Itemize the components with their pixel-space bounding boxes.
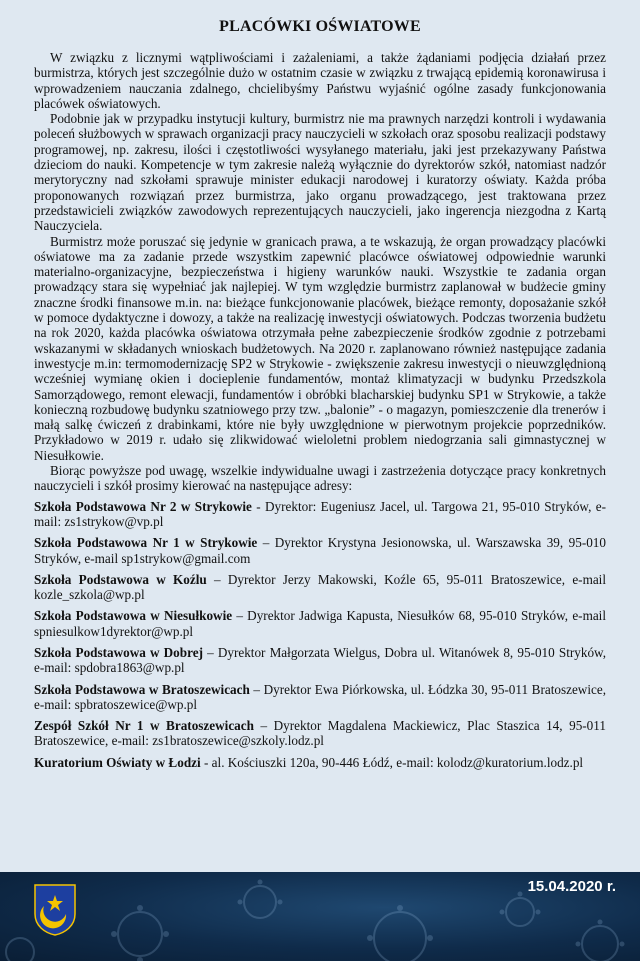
page-title: PLACÓWKI OŚWIATOWE bbox=[219, 18, 421, 35]
school-name: Szkoła Podstawowa w Dobrej bbox=[34, 644, 203, 660]
publication-date: 15.04.2020 r. bbox=[527, 878, 616, 895]
school-details: – Dyrektor Magdalena Mackiewicz, Plac Staszica 14, 95-011 Bratoszewice, e-mail: zs1bratoszewice@szkoly.lodz.pl bbox=[34, 718, 606, 749]
footer-banner bbox=[0, 872, 640, 961]
address-entry bbox=[34, 682, 606, 713]
address-entry bbox=[34, 535, 606, 566]
crescent-star-crest-icon bbox=[34, 884, 76, 936]
paragraph-2: Podobnie jak w przypadku instytucji kultury, burmistrz nie ma prawnych narzędzi kontroli i wydawania poleceń służbowych w sprawach organizacji pracy nauczycieli w szkołach oraz sposobu realizacji podstawy programowej, np. zakresu, ilości i częstotliwości wysyłanego materiału, jaki jest przekazywany Państwa dzieciom do nauki. Kompetencje w tym zakresie należą wyłącznie do dyrektorów szkół, natomiast nadzór merytoryczny nad szkołami sprawuje minister edukacji narodowej i kuratorzy oświaty. Każda próba proponowanych rozwiązań przez burmistrza, jako organu prowadzącego, jest traktowana przez przedstawicieli związków zawodowych reprezentujących nauczycieli, jako ingerencja niezgodna z Kartą Nauczyciela. bbox=[34, 111, 606, 234]
school-details: – Dyrektor Krystyna Jesionowska, ul. Warszawska 39, 95-010 Stryków, e-mail sp1strykow@gmail.com bbox=[34, 535, 606, 566]
school-name: Szkoła Podstawowa w Bratoszewicach bbox=[34, 681, 250, 697]
address-entry bbox=[34, 718, 606, 749]
address-list bbox=[34, 499, 606, 770]
address-entry bbox=[34, 645, 606, 676]
school-details: – Dyrektor Jerzy Makowski, Koźle 65, 95-011 Bratoszewice, e-mail kozle_szkola@wp.pl bbox=[34, 571, 607, 603]
school-name: Szkoła Podstawowa Nr 1 w Strykowie bbox=[34, 535, 258, 551]
address-entry bbox=[34, 608, 606, 639]
paragraph-1: W związku z licznymi wątpliwościami i zażaleniami, a także żądaniami podjęcia działań przez burmistrza, których jest szczególnie dużo w ostatnim czasie w związku z trwającą epidemią koronawirusa i wprowadzeniem nauczania zdalnego, chcielibyśmy Państwu wyjaśnić ogólne zasady funkcjonowania placówek oświatowych. bbox=[34, 50, 606, 111]
paragraph-3: Burmistrz może poruszać się jedynie w granicach prawa, a te wskazują, że organ prowadzący placówki oświatowe ma za zadanie przede wszystkim zapewnić placówce oświatowej odpowiednie warunki materialno-organizacyjne, bezpieczeństwa i higieny warunków nauki. Wszystkie te zadania organ prowadzący stara się wypełniać jak najlepiej. W tym względzie burmistrz zaplanował w budżecie gminy znaczne środki finansowe m.in. na: bieżące funkcjonowanie placówek, bieżące remonty, doposażanie szkół w pomoce dydaktyczne i dowozy, a także na realizację inwestycji oświatowych. Podczas tworzenia budżetu na rok 2020, każda placówka oświatowa otrzymała pełne zabezpieczenie środków zgodnie z potrzebami wskazanymi w składanych wnioskach budżetowych. Na 2020 r. zaplanowano również następujące zadania inwestycje m.in: termomodernizację SP2 w Strykowie - zwiększenie zakresu inwestycji o nieuwzględnioną wcześniej wymianę okien i docieplenie fundamentów, montaż klimatyzacji w budynku Przedszkola Samorządowego, remont elewacji, fundamentów i obróbki blacharskiej budynku SP1 w Strykowie, a także konieczną rozbudowę budynku szatniowego przy tzw. „balonie” - o magazyn, pomieszczenie dla trenerów i małą salkę ćwiczeń z drabinkami, które nie były uwzględnione w pierwotnym projekcie poprzedników. Przykładowo w 2019 r. udało się zlikwidować wieloletni problem niedogrzania sali gimnastycznej w Niesułkowie. bbox=[34, 233, 606, 463]
address-entry bbox=[34, 572, 606, 603]
school-name: Szkoła Podstawowa w Koźlu bbox=[34, 571, 207, 587]
school-details: - Dyrektor: Eugeniusz Jacel, ul. Targowa 21, 95-010 Stryków, e-mail: zs1strykow@vp.pl bbox=[34, 498, 606, 529]
school-name: Szkoła Podstawowa w Niesułkowie bbox=[34, 608, 233, 624]
school-name: Kuratorium Oświaty w Łodzi bbox=[34, 754, 201, 770]
school-name: Szkoła Podstawowa Nr 2 w Strykowie bbox=[34, 498, 252, 514]
school-details: – Dyrektor Małgorzata Wielgus, Dobra ul. Witanówek 8, 95-010 Stryków, e-mail: spdobra1863@wp.pl bbox=[34, 644, 606, 676]
school-name: Zespół Szkół Nr 1 w Bratoszewicach bbox=[34, 718, 254, 734]
paragraph-4: Biorąc powyższe pod uwagę, wszelkie indywidualne uwagi i zastrzeżenia dotyczące pracy konkretnych nauczycieli i szkół prosimy kierować na następujące adresy: bbox=[34, 463, 606, 494]
school-details: – Dyrektor Jadwiga Kapusta, Niesułków 68, 95-010 Stryków, e-mail spniesulkow1dyrektor@wp.pl bbox=[34, 608, 607, 639]
address-entry bbox=[34, 499, 606, 530]
address-entry bbox=[34, 755, 606, 770]
school-details: - al. Kościuszki 120a, 90-446 Łódź, e-mail: kolodz@kuratorium.lodz.pl bbox=[200, 754, 584, 770]
school-details: – Dyrektor Ewa Piórkowska, ul. Łódzka 30, 95-011 Bratoszewice, e-mail: spbratoszewice@wp.pl bbox=[34, 681, 606, 712]
